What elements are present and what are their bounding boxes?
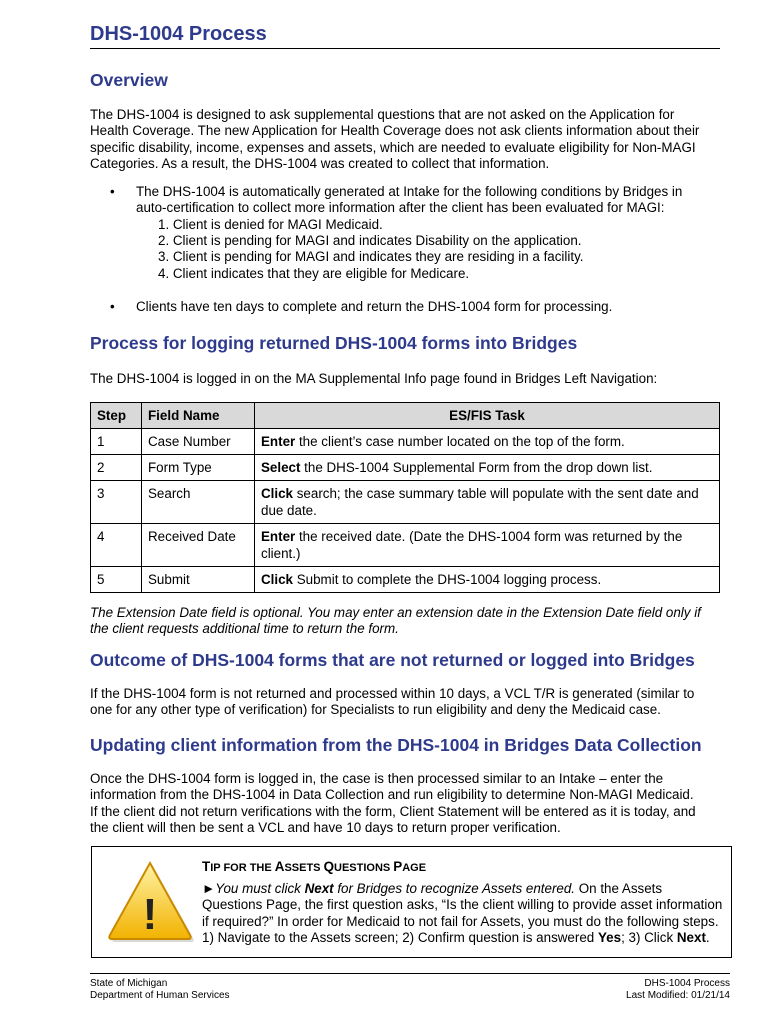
- list-item: 3. Client is pending for MAGI and indicates they are residing in a facility.: [158, 249, 584, 265]
- extension-date-note: [90, 605, 730, 638]
- bullet-icon: •: [110, 299, 115, 314]
- step-cell: 1: [91, 429, 142, 455]
- column-header-task: ES/FIS Task: [255, 403, 720, 429]
- field-cell: Search: [142, 481, 255, 524]
- updating-paragraph: [90, 771, 730, 837]
- footer-last-modified: Last Modified: 01/21/14: [626, 990, 730, 1002]
- task-cell: [255, 524, 720, 567]
- text-line: If the DHS-1004 form is not returned and processed within 10 days, a VCL T/R is generated (similar to: [90, 686, 695, 701]
- title-letter: T: [202, 859, 211, 874]
- task-action: Click: [261, 486, 294, 501]
- table-row: [91, 481, 720, 524]
- task-text: Submit to complete the DHS-1004 logging process.: [293, 572, 602, 587]
- field-cell: Submit: [142, 567, 255, 593]
- updating-heading: Updating client information from the DHS-1004 in Bridges Data Collection: [90, 735, 702, 755]
- tip-text: On the Assets: [575, 881, 663, 896]
- title-smallcaps: AGE: [402, 862, 427, 874]
- tip-text: 1) Navigate to the Assets screen; 2) Confirm question is answered: [202, 930, 598, 946]
- list-item: 4. Client indicates that they are eligible for Medicare.: [158, 265, 470, 281]
- table-row: [91, 524, 720, 567]
- step-cell: 3: [91, 481, 142, 524]
- text-line: one for any other type of verification) for Specialists to run eligibility and deny the Medicaid case.: [90, 702, 661, 718]
- page-title: DHS-1004 Process: [90, 22, 720, 49]
- task-cell: [255, 567, 720, 593]
- text-line: the client requests additional time to return the form.: [90, 621, 399, 637]
- title-letter: A: [274, 859, 285, 874]
- tip-bold: Yes: [597, 930, 622, 946]
- tip-text: .: [705, 930, 710, 946]
- text-line: auto-certification to collect more information after the client has been evaluated for MAGI:: [136, 200, 665, 216]
- tip-italic: [215, 881, 575, 896]
- tip-line: [202, 930, 722, 946]
- step-cell: 2: [91, 455, 142, 481]
- step-cell: 4: [91, 524, 142, 567]
- tip-title: [202, 859, 426, 874]
- title-smallcaps: SSETS: [284, 862, 324, 874]
- column-header-step: Step: [91, 403, 142, 429]
- tip-bold: Next: [304, 881, 334, 896]
- task-cell: [255, 481, 720, 524]
- list-item: 2. Client is pending for MAGI and indicates Disability on the application.: [158, 233, 582, 249]
- text-line: Health Coverage. The new Application for Health Coverage does not ask clients information about their: [90, 123, 700, 139]
- tip-text: ; 3) Click: [621, 930, 677, 946]
- footer-department: Department of Human Services: [90, 990, 230, 1002]
- step-cell: 5: [91, 567, 142, 593]
- footer-left: [90, 978, 230, 1003]
- title-smallcaps: UESTIONS: [334, 862, 394, 874]
- text-line: information from the DHS-1004 in Data Collection and run eligibility to determine Non-MAGI Medicaid.: [90, 787, 694, 803]
- tip-text: for Bridges to recognize Assets entered.: [333, 881, 576, 896]
- text-line: If the client did not return verifications with the form, Client Statement will be entered as it is today, and: [90, 803, 696, 819]
- footer-doc-name: DHS-1004 Process: [644, 978, 730, 989]
- tip-box: [91, 846, 732, 958]
- text-line: The DHS-1004 is designed to ask supplemental questions that are not asked on the Application for: [90, 107, 675, 122]
- logging-heading: Process for logging returned DHS-1004 forms into Bridges: [90, 333, 578, 353]
- text-line: Categories. As a result, the DHS-1004 was created to collect that information.: [90, 156, 550, 172]
- task-text: the received date. (Date the DHS-1004 form was returned by the client.): [261, 529, 683, 561]
- table-row: [91, 455, 720, 481]
- table-header-row: [91, 403, 720, 429]
- footer-right: [626, 978, 730, 1003]
- warning-mark: !: [142, 890, 158, 939]
- tip-line: if required?” In order for Medicaid to not fail for Assets, you must do the following steps.: [202, 913, 719, 929]
- task-text: search; the case summary table will populate with the sent date and due date.: [261, 486, 699, 518]
- title-smallcaps: IP FOR THE: [210, 862, 275, 874]
- outcome-heading: Outcome of DHS-1004 forms that are not returned or logged into Bridges: [90, 650, 695, 670]
- footer-divider: [90, 973, 730, 974]
- bullet-text: Clients have ten days to complete and return the DHS-1004 form for processing.: [136, 299, 613, 314]
- steps-table: [90, 402, 720, 593]
- task-text: the client’s case number located on the top of the form.: [295, 434, 625, 449]
- tip-line: Questions Page, the first question asks, “Is the client willing to provide asset information: [202, 897, 723, 913]
- warning-icon: [104, 855, 196, 947]
- outcome-paragraph: [90, 686, 730, 719]
- title-letter: Q: [323, 859, 334, 874]
- column-header-field-name: Field Name: [142, 403, 255, 429]
- table-row: [91, 429, 720, 455]
- logging-intro: The DHS-1004 is logged in on the MA Supplemental Info page found in Bridges Left Navigation:: [90, 371, 658, 386]
- tip-text: You must click: [215, 881, 305, 896]
- task-cell: [255, 429, 720, 455]
- field-cell: Received Date: [142, 524, 255, 567]
- text-line: The Extension Date field is optional. You may enter an extension date in the Extension Date field only if: [90, 605, 701, 620]
- bullet-icon: •: [110, 184, 115, 199]
- conditions-list: [158, 217, 584, 282]
- text-line: The DHS-1004 is automatically generated at Intake for the following conditions by Bridges in: [136, 184, 683, 199]
- text-line: Once the DHS-1004 form is logged in, the case is then processed similar to an Intake – enter the: [90, 771, 664, 786]
- title-letter: P: [393, 859, 403, 874]
- task-text: the DHS-1004 Supplemental Form from the drop down list.: [300, 460, 653, 475]
- bullet-text: [136, 184, 682, 217]
- list-item: 1. Client is denied for MAGI Medicaid.: [158, 217, 383, 232]
- field-cell: Form Type: [142, 455, 255, 481]
- tip-body: [202, 881, 722, 947]
- task-action: Enter: [261, 529, 296, 544]
- overview-heading: Overview: [90, 70, 168, 90]
- task-action: Enter: [261, 434, 296, 449]
- table-row: [91, 567, 720, 593]
- text-line: specific disability, income, expenses and assets, which are needed to evaluate eligibility for Non-MAGI: [90, 139, 696, 155]
- field-cell: Case Number: [142, 429, 255, 455]
- task-action: Click: [261, 572, 294, 587]
- footer-state: State of Michigan: [90, 978, 168, 989]
- tip-line: [202, 881, 722, 897]
- text-line: the client will then be sent a VCL and have 10 days to return proper verification.: [90, 820, 561, 836]
- overview-paragraph: [90, 107, 730, 173]
- arrow-icon: ►: [202, 881, 216, 896]
- task-cell: [255, 455, 720, 481]
- tip-bold: Next: [676, 930, 706, 946]
- task-action: Select: [261, 460, 301, 475]
